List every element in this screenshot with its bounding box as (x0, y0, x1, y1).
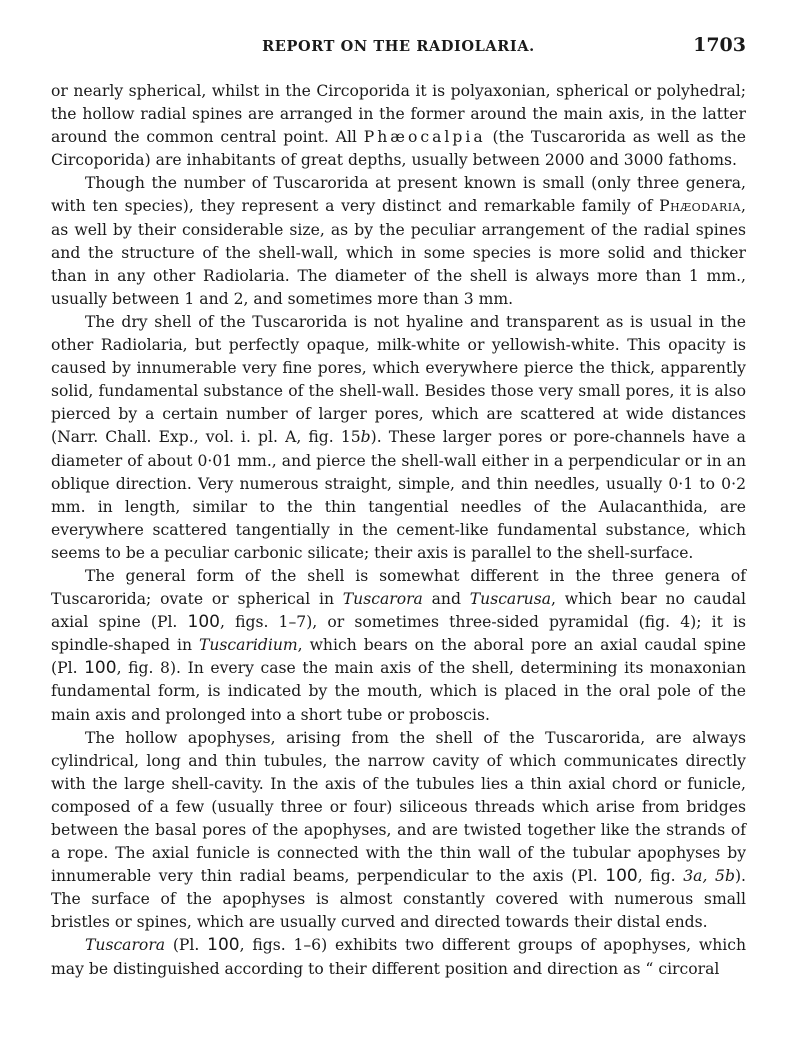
running-head: REPORT ON THE RADIOLARIA. (262, 38, 535, 55)
paragraph-6: Tuscarora (Pl. 100, figs. 1–6) exhibits two different groups of apophyses, which may be distinguished according to their different position and direction as “ circoral (51, 935, 747, 978)
paragraph-1: or nearly spherical, whilst in the Circoporida it is polyaxonian, spherical or polyhedral; the hollow radial spines are arranged in the former around the main axis, in the latter around the common central point. All Phæocalpia (the Tuscarorida as well as the Circoporida) are inhabitants of great depths, usually between 2000 and 3000 fathoms. (51, 82, 747, 170)
paragraph-5: The hollow apophyses, arising from the shell of the Tuscarorida, are always cylindrical, long and thin tubules, the narrow cavity of which communicates directly with the large shell-cavity. In the axis of the tubules lies a thin axial chord or funicle, composed of a few (usually three or four) siliceous threads which arise from bridges between the basal pores of the apophyses, and are twisted together like the strands of a rope. The axial funicle is connected with the thin wall of the tubular apophyses by innumerable very thin radial beams, perpendicular to the axis (Pl. 100, fig. 3a, 5b). The surface of the apophyses is almost constantly covered with numerous small bristles or spines, which are usually curved and directed towards their distal ends. (51, 728, 746, 932)
paragraph-3: The dry shell of the Tuscarorida is not hyaline and transparent as is usual in the other Radiolaria, but perfectly opaque, milk-white or yellowish-white. This opacity is caused by innumerable very fine pores, which everywhere pierce the thick, apparently solid, fundamental substance of the shell-wall. Besides those very small pores, it is also pierced by a certain number of larger pores, which are scattered at wide distances (Narr. Chall. Exp., vol. i. pl. A, fig. 15b). These larger pores or pore-channels have a diameter of about 0·01 mm., and pierce the shell-wall either in a perpendicular or in an oblique direction. Very numerous straight, simple, and thin needles, usually 0·1 to 0·2 mm. in length, similar to the thin tangential needles of the Aulacanthida, are everywhere scattered tangentially in the cement-like fundamental substance, which seems to be a peculiar carbonic silicate; their axis is parallel to the shell-surface. (51, 312, 746, 562)
plate-number: 100 (187, 612, 220, 633)
plate-number: 100 (207, 935, 240, 956)
plate-number: 100 (84, 658, 117, 679)
paragraph-4: The general form of the shell is somewhat different in the three genera of Tuscarorida; ovate or spherical in Tuscarora and Tuscarusa, which bear no caudal axial spine (Pl. 100, figs. 1–7), or sometimes three-sided pyramidal (fig. 4); it is spindle-shaped in Tuscaridium, which bears on the aboral pore an axial caudal spine (Pl. 100, fig. 8). In every case the main axis of the shell, determining its monaxonian fundamental form, is indicated by the mouth, which is placed in the oral pole of the main axis and prolonged into a short tube or proboscis. (51, 566, 746, 724)
genus-tuscarora: Tuscarora (342, 590, 423, 609)
page-header (51, 34, 746, 62)
genus-tuscarusa: Tuscarusa (469, 590, 552, 609)
phaeocalpia-term: Phæocalpia (363, 128, 486, 147)
plate-number: 100 (605, 866, 638, 887)
phaeodaria-term: Phæodaria (659, 197, 742, 216)
document-page (51, 34, 746, 1034)
paragraph-2: Though the number of Tuscarorida at present known is small (only three genera, with ten species), they represent a very distinct and remarkable family of Phæodaria, as well by their considerable size, as by the peculiar arrangement of the radial spines and the structure of the shell-wall, which in some species is more solid and thicker than in any other Radiolaria. The diameter of the shell is always more than 1 mm., usually between 1 and 2, and sometimes more than 3 mm. (51, 174, 746, 308)
body-text (51, 80, 746, 981)
genus-tuscarora: Tuscarora (85, 936, 166, 955)
genus-tuscaridium: Tuscaridium (198, 636, 298, 655)
page-number: 1703 (693, 34, 746, 56)
